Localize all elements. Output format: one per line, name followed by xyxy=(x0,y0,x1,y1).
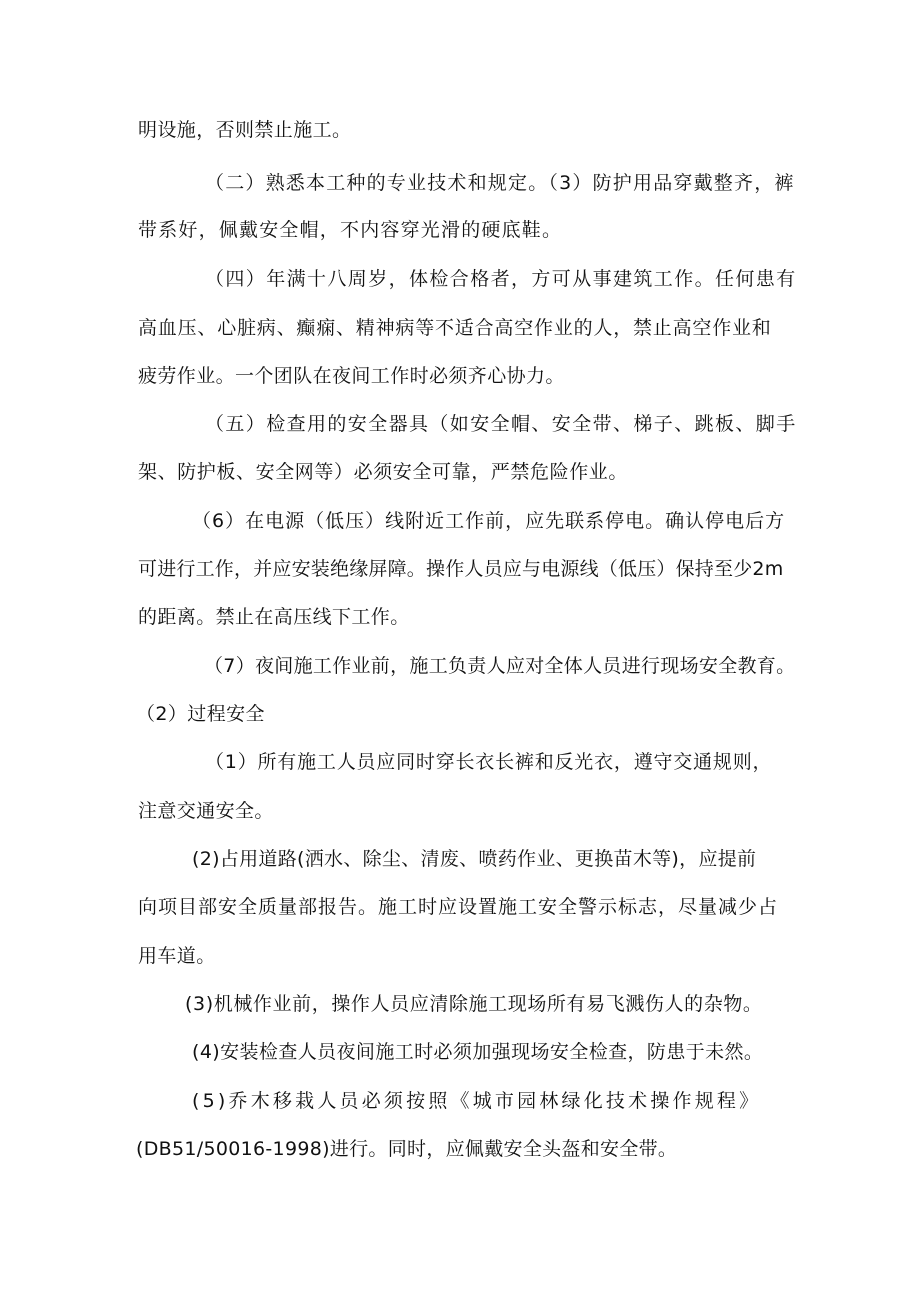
text-line: 带系好，佩戴安全帽，不内容穿光滑的硬底鞋。 xyxy=(138,219,563,241)
text-line: 明设施，否则禁止施工。 xyxy=(138,119,352,141)
text-line: 向项目部安全质量部报告。施工时应设置施工安全警示标志，尽量减少占 xyxy=(138,896,779,918)
text-line: (DB51/50016-1998)进行。同时，应佩戴安全头盔和安全带。 xyxy=(136,1138,678,1160)
section-heading: （2）过程安全 xyxy=(136,703,265,725)
text-line: 疲劳作业。一个团队在夜间工作时必须齐心协力。 xyxy=(138,365,565,387)
text-line: 可进行工作，并应安装绝缘屏障。操作人员应与电源线（低压）保持至少2m xyxy=(138,558,784,580)
text-line: （五）检查用的安全器具（如安全帽、安全带、梯子、跳板、脚手 xyxy=(205,413,797,435)
text-line: (2)占用道路(洒水、除尘、清废、喷药作业、更换苗木等)，应提前 xyxy=(192,848,757,870)
text-line: 架、防护板、安全网等）必须安全可靠，严禁危险作业。 xyxy=(138,461,629,483)
text-line: (4)安装检查人员夜间施工时必须加强现场安全检查，防患于未然。 xyxy=(192,1041,764,1063)
text-line: (5)乔木移栽人员必须按照《城市园林绿化技术操作规程》 xyxy=(192,1090,762,1112)
text-line: （7）夜间施工作业前，施工负责人应对全体人员进行现场安全教育。 xyxy=(204,655,796,677)
text-line: （1）所有施工人员应同时穿长衣长裤和反光衣，遵守交通规则， xyxy=(205,751,773,773)
text-line: （6）在电源（低压）线附近工作前，应先联系停电。确认停电后方 xyxy=(192,510,786,532)
text-line: （二）熟悉本工种的专业技术和规定。（3）防护用品穿戴整齐，裤 xyxy=(205,172,795,194)
text-line: 注意交通安全。 xyxy=(138,800,274,822)
text-line: (3)机械作业前，操作人员应清除施工现场所有易飞溅伤人的杂物。 xyxy=(185,993,763,1015)
text-line: 高血压、心脏病、癫痫、精神病等不适合高空作业的人，禁止高空作业和 xyxy=(138,317,772,339)
text-line: 用车道。 xyxy=(138,945,216,967)
text-line: （四）年满十八周岁，体检合格者，方可从事建筑工作。任何患有 xyxy=(205,268,797,290)
text-line: 的距离。禁止在高压线下工作。 xyxy=(138,606,410,628)
